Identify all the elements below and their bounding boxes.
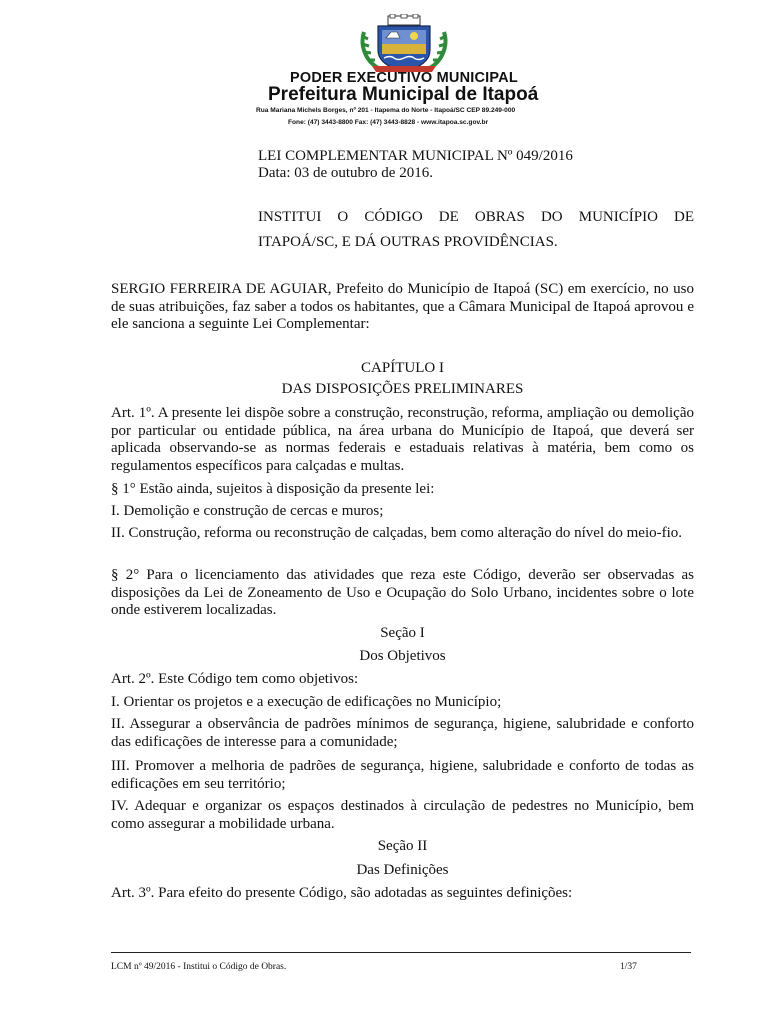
law-ementa — [258, 205, 694, 255]
header-contact: Fone: (47) 3443-8800 Fax: (47) 3443-8828 - www.itapoa.sc.gov.br — [288, 119, 489, 126]
article-1-item-i: I. Demolição e construção de cercas e muros; — [111, 503, 384, 519]
law-date: Data: 03 de outubro de 2016. — [258, 165, 433, 181]
preamble-paragraph: SERGIO FERREIRA DE AGUIAR, Prefeito do Município de Itapoá (SC) em exercício, no uso de suas atribuições, faz saber a todos os habitantes, que a Câmara Municipal de Itapoá aprovou e ele sanciona a seguinte Lei Complementar: — [111, 281, 694, 332]
article-1-paragraph-2: § 2° Para o licenciamento das atividades que reza este Código, deverão ser observadas as disposições da Lei de Zoneamento de Uso e Ocupação do Solo Urbano, incidentes sobre o lote onde estiverem localizadas. — [111, 567, 694, 618]
municipal-crest-icon — [358, 14, 450, 74]
ementa-line-1: INSTITUI O CÓDIGO DE OBRAS DO MUNICÍPIO DE — [258, 209, 694, 225]
ementa-line-2: ITAPOÁ/SC, E DÁ OUTRAS PROVIDÊNCIAS. — [258, 234, 558, 250]
header-executive-power: PODER EXECUTIVO MUNICIPAL — [290, 70, 518, 86]
article-1-paragraph-1: § 1° Estão ainda, sujeitos à disposição da presente lei: — [111, 481, 435, 497]
article-2-item-i: I. Orientar os projetos e a execução de edificações no Município; — [111, 694, 502, 710]
article-3: Art. 3º. Para efeito do presente Código, são adotadas as seguintes definições: — [111, 885, 573, 901]
article-2-item-iv: IV. Adequar e organizar os espaços destinados à circulação de pedestres no Município, bem como assegurar a mobilidade urbana. — [111, 798, 694, 832]
law-title: LEI COMPLEMENTAR MUNICIPAL Nº 049/2016 — [258, 148, 573, 164]
header-prefecture-name: Prefeitura Municipal de Itapoá — [268, 84, 539, 105]
section-2-number: Seção II — [377, 838, 428, 854]
section-1-number: Seção I — [380, 625, 425, 641]
header-address: Rua Mariana Michels Borges, nº 201 - Itapema do Norte - Itapoá/SC CEP 89.249-000 — [256, 107, 516, 114]
article-1: Art. 1º. A presente lei dispõe sobre a construção, reconstrução, reforma, ampliação ou demolição por particular ou entidade pública, na área urbana do Município de Itapoá, que deverá ser aplicada observando-se as normas federais e estaduais relativas à matéria, bem como os regulamentos específicos para calçadas e multas. — [111, 405, 694, 474]
footer-page-number: 1/37 — [620, 962, 637, 972]
chapter-title: DAS DISPOSIÇÕES PRELIMINARES — [281, 381, 524, 397]
footer-divider — [111, 952, 691, 953]
chapter-number: CAPÍTULO I — [361, 360, 444, 376]
article-2-item-iii: III. Promover a melhoria de padrões de segurança, higiene, salubridade e conforto de todas as edificações em seu território; — [111, 758, 694, 792]
article-2: Art. 2º. Este Código tem como objetivos: — [111, 671, 359, 687]
article-1-item-ii: II. Construção, reforma ou reconstrução de calçadas, bem como alteração do nível do meio-fio. — [111, 525, 683, 541]
article-2-item-ii: II. Assegurar a observância de padrões mínimos de segurança, higiene, salubridade e conforto das edificações de interesse para a comunidade; — [111, 716, 694, 750]
section-1-title: Dos Objetivos — [359, 648, 446, 664]
footer-law-reference: LCM nº 49/2016 - Institui o Código de Obras. — [111, 962, 287, 972]
section-2-title: Das Definições — [356, 862, 449, 878]
